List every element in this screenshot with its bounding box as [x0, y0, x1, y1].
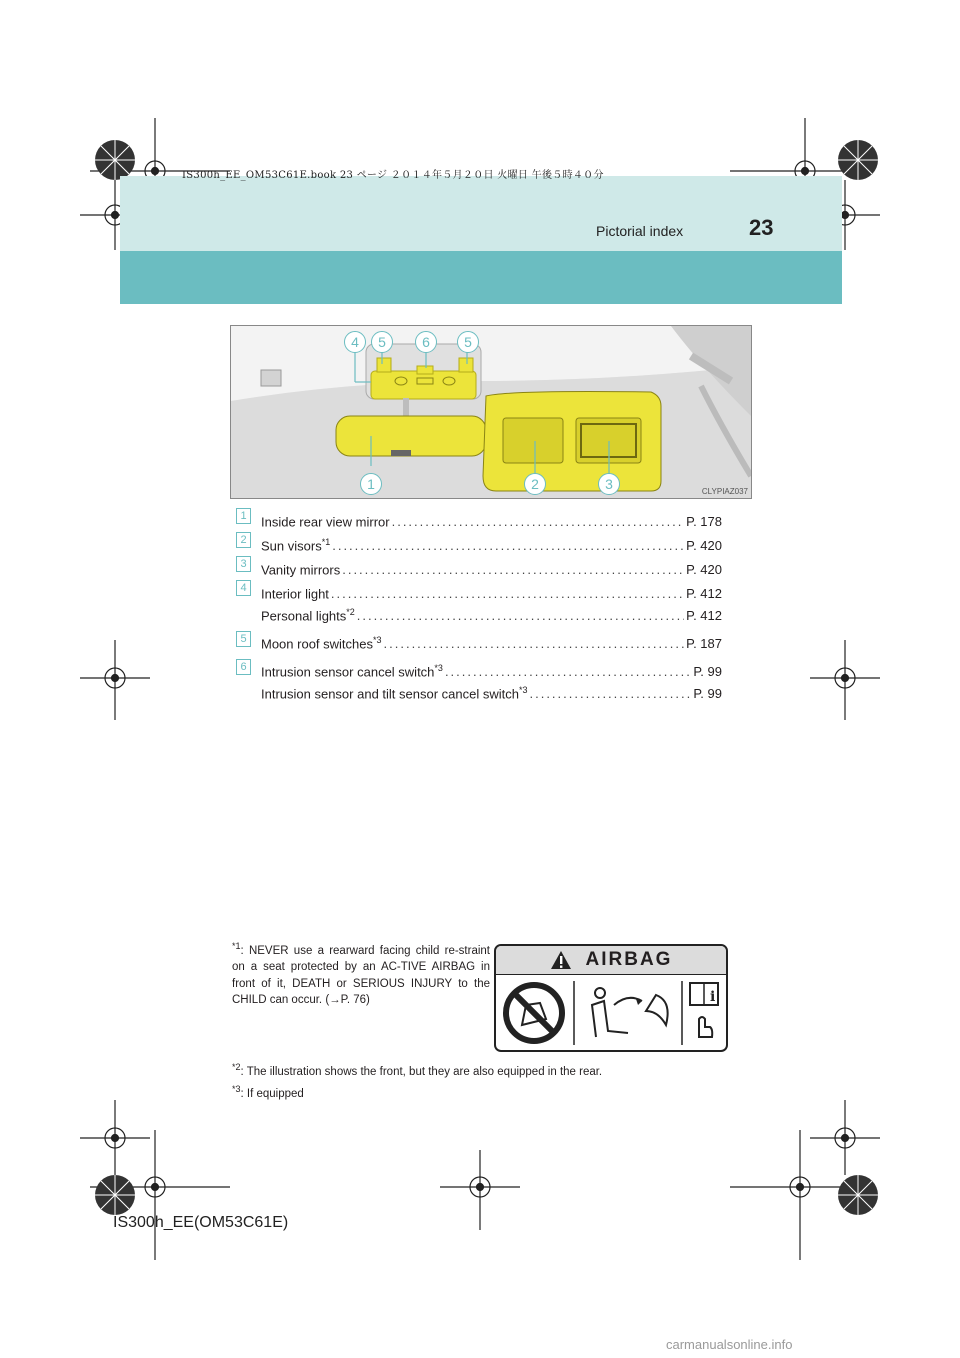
index-number: 2: [236, 532, 251, 548]
leader-dots: [332, 538, 684, 553]
index-row-2: [236, 529, 722, 553]
warning-label-header: [496, 946, 726, 975]
index-number: 3: [236, 556, 251, 572]
index-row-1: [236, 505, 722, 529]
leader-dots: [392, 514, 684, 529]
illustration-code: CLYPIAZ037: [701, 487, 748, 496]
footnote-text: : If equipped: [240, 1087, 304, 1100]
footnote-3: [232, 1084, 732, 1100]
index-label: Personal lights$^{*2}$: [261, 606, 355, 623]
page-reference-link[interactable]: P. 178: [686, 514, 722, 529]
index-number: 6: [236, 659, 251, 675]
callout-5b: 5: [457, 331, 479, 353]
index-row-3: [236, 553, 722, 577]
index-row-4b: [236, 601, 722, 623]
watermark: carmanualsonline.info: [666, 1337, 793, 1352]
index-number: 1: [236, 508, 251, 524]
callout-5a: 5: [371, 331, 393, 353]
index-label: Moon roof switches$^{*3}$: [261, 634, 382, 651]
index-label: Intrusion sensor and tilt sensor cancel switch$^{*3}$: [261, 684, 528, 701]
index-row-4: [236, 577, 722, 601]
page-reference-link[interactable]: P. 412: [686, 608, 722, 623]
airbag-warning-label: [494, 944, 728, 1052]
index-row-5: [236, 623, 722, 651]
hand-icon: [699, 1017, 712, 1037]
index-row-6: [236, 651, 722, 679]
footnote-1: [232, 938, 490, 1009]
footnote-text: : NEVER use a rearward facing child re-straint on a seat protected by an AC-TIVE AIRBAG in front of it, DEATH or SERIOUS INJURY to the CHILD can occur. (→P. 76): [232, 944, 490, 1007]
warning-label-title: AIRBAG: [585, 949, 673, 970]
index-row-6b: [236, 679, 722, 701]
header-bar: [120, 251, 842, 304]
page-reference-link[interactable]: P. 420: [686, 538, 722, 553]
leader-dots: [331, 586, 684, 601]
footnote-mark: *3: [232, 1084, 241, 1094]
callout-2: 2: [524, 473, 546, 495]
leader-dots: [445, 664, 691, 679]
callout-1: 1: [360, 473, 382, 495]
overhead-console-illustration: [230, 325, 752, 499]
footnote-mark: *2: [232, 1062, 241, 1072]
index-label: Intrusion sensor cancel switch$^{*3}$: [261, 662, 443, 679]
page-reference-link[interactable]: P. 187: [686, 636, 722, 651]
index-number: 4: [236, 580, 251, 596]
footnote-2: [232, 1062, 732, 1078]
svg-text:i: i: [710, 989, 716, 1005]
page-reference-link[interactable]: P. 420: [686, 562, 722, 577]
page-reference-link[interactable]: P. 412: [686, 586, 722, 601]
airbag-deploy-icon: [646, 995, 668, 1025]
leader-dots: [384, 636, 685, 651]
callout-3: 3: [598, 473, 620, 495]
warning-triangle-icon: [550, 950, 572, 970]
page-number: 23: [749, 215, 774, 240]
footer-code: IS300h_EE(OM53C61E): [113, 1214, 289, 1231]
callout-6: 6: [415, 331, 437, 353]
index-number: 5: [236, 631, 251, 647]
index-label: Sun visors$^{*1}$: [261, 536, 331, 553]
index-label: Interior light: [261, 586, 329, 601]
leader-dots: [357, 608, 684, 623]
footnote-mark: *1: [232, 941, 241, 951]
callout-4: 4: [344, 331, 366, 353]
index-label: Vanity mirrors: [261, 562, 341, 577]
page-reference-link[interactable]: P. 99: [693, 664, 722, 679]
index-label: Inside rear view mirror: [261, 514, 390, 529]
footnote-text: : The illustration shows the front, but they are also equipped in the rear.: [240, 1065, 603, 1078]
warning-pictograms: [496, 975, 726, 1049]
section-title: Pictorial index: [596, 223, 684, 239]
leader-dots: [342, 562, 684, 577]
page-reference-link[interactable]: P. 99: [693, 686, 722, 701]
illustration-drawing: [231, 326, 751, 498]
seat-icon: [592, 1001, 628, 1037]
book-meta: IS300h_EE_OM53C61E.book 23 ページ ２０１４年５月２０日 火曜日 午後５時４０分: [182, 170, 604, 181]
index-list: [236, 505, 722, 701]
leader-dots: [529, 686, 691, 701]
